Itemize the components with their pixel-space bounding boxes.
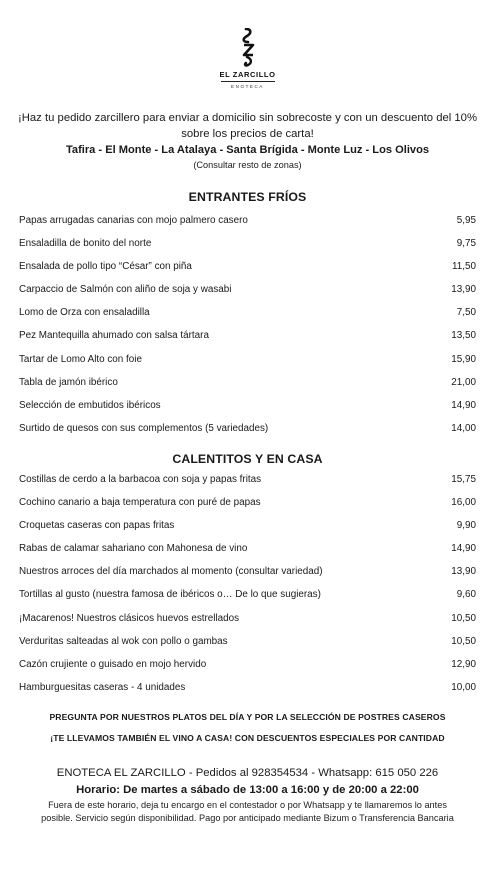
item-price: 13,90 [451,284,476,296]
item-price: 13,50 [451,330,476,342]
item-price: 11,50 [452,261,476,273]
item-name: Tartar de Lomo Alto con foie [19,353,142,365]
menu-item [19,400,476,423]
item-price: 16,00 [451,497,476,509]
delivery-zones: Tafira - El Monte - La Atalaya - Santa Brígida - Monte Luz - Los Olivos [65,144,430,156]
menu-item [19,543,476,566]
menu-item [19,474,476,497]
item-name: Surtido de quesos con sus complementos (5 variedades) [19,422,269,434]
menu-item [19,377,476,400]
item-price: 9,60 [456,589,476,601]
menu-item [19,520,476,543]
service-note-line-1: Fuera de este horario, deja tu encargo en el contestador o por Whatsapp y te llamaremos lo antes [48,800,447,810]
item-name: Nuestros arroces del día marchados al momento (consultar variedad) [19,566,323,578]
menu-item [19,589,476,612]
hot-menu-list [19,474,476,705]
item-price: 7,50 [456,307,476,319]
item-price: 15,90 [451,353,476,365]
wine-delivery-notice: ¡TE LLEVAMOS TAMBIÉN EL VINO A CASA! CON DESCUENTOS ESPECIALES POR CANTIDAD [50,733,445,743]
item-name: Tabla de jamón ibérico [19,376,118,388]
item-price: 10,50 [451,635,476,647]
item-name: Pez Mantequilla ahumado con salsa tártara [19,330,209,342]
item-name: Rabas de calamar sahariano con Mahonesa de vino [19,543,248,555]
section-title-hot: CALENTITOS Y EN CASA [172,452,323,466]
item-name: Ensalada de pollo tipo “César” con piña [19,261,192,273]
menu-item [19,307,476,330]
intro-line-2: sobre los precios de carta! [181,128,314,140]
section-title-cold: ENTRANTES FRÍOS [188,190,307,204]
logo-subtitle: ENOTECA [231,84,264,89]
item-name: Cazón crujiente o guisado en mojo hervido [19,658,207,670]
menu-item [19,284,476,307]
menu-item [19,497,476,520]
intro-line-1: ¡Haz tu pedido zarcillero para enviar a domicilio sin sobrecoste y con un descuento del 10% [17,112,478,124]
item-name: Papas arrugadas canarias con mojo palmero casero [19,215,248,226]
logo [0,28,495,89]
item-price: 12,90 [451,658,476,670]
menu-item [19,682,476,705]
opening-hours: Horario: De martes a sábado de 13:00 a 16:00 y de 20:00 a 22:00 [76,784,419,796]
menu-item [19,659,476,682]
item-price: 9,90 [456,520,476,532]
item-price: 14,90 [451,399,476,411]
service-note-line-2: posible. Servicio según disponibilidad. Pago por anticipado mediante Bizum o Transferencia Bancaria [41,813,454,823]
item-price: 15,75 [451,474,476,485]
menu-item [19,354,476,377]
item-name: Selección de embutidos ibéricos [19,399,161,411]
menu-item [19,261,476,284]
item-name: Costillas de cerdo a la barbacoa con soja y papas fritas [19,474,262,485]
item-price: 14,90 [451,543,476,555]
menu-item [19,238,476,261]
menu-item [19,613,476,636]
logo-divider [221,81,275,82]
menu-item [19,215,476,238]
item-name: Ensaladilla de bonito del norte [19,238,152,250]
item-name: Cochino canario a baja temperatura con puré de papas [19,497,261,509]
item-name: ¡Macarenos! Nuestros clásicos huevos estrellados [19,612,240,624]
cold-menu-list [19,215,476,446]
item-price: 21,00 [451,376,476,388]
menu-item [19,330,476,353]
daily-dishes-notice: PREGUNTA POR NUESTROS PLATOS DEL DÍA Y POR LA SELECCIÓN DE POSTRES CASEROS [49,712,446,722]
item-name: Tortillas al gusto (nuestra famosa de ibéricos o… De lo que sugieras) [19,589,321,601]
item-name: Verduritas salteadas al wok con pollo o gambas [19,635,228,647]
item-price: 10,50 [451,612,476,624]
logo-name: EL ZARCILLO [219,70,276,79]
service-note [8,799,487,825]
item-price: 5,95 [456,215,476,226]
contact-info: ENOTECA EL ZARCILLO - Pedidos al 928354534 - Whatsapp: 615 050 226 [56,767,439,779]
intro-block [8,110,487,171]
zones-note: (Consultar resto de zonas) [193,160,302,170]
item-price: 14,00 [451,422,476,434]
item-name: Lomo de Orza con ensaladilla [19,307,150,319]
item-name: Carpaccio de Salmón con aliño de soja y wasabi [19,284,232,296]
item-price: 13,90 [451,566,476,578]
item-name: Hamburguesitas caseras - 4 unidades [19,681,186,693]
item-price: 9,75 [456,238,476,250]
menu-item [19,636,476,659]
zarcillo-logo-icon [236,28,260,68]
menu-item [19,566,476,589]
item-price: 10,00 [451,681,476,693]
menu-item [19,423,476,446]
item-name: Croquetas caseras con papas fritas [19,520,175,532]
